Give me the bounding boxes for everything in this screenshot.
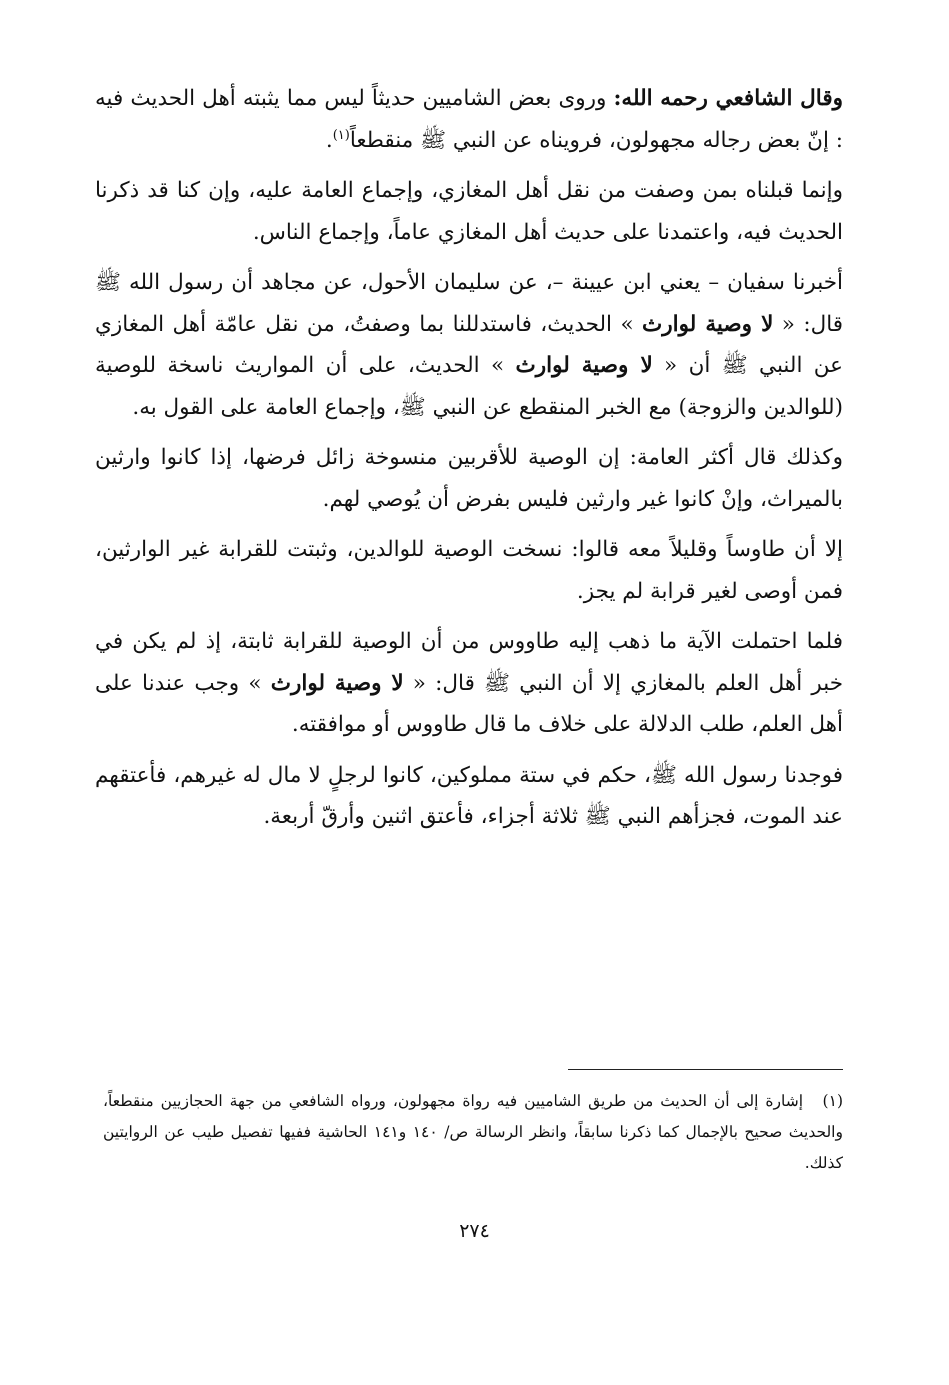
paragraph-5: إلا أن طاوساً وقليلاً معه قالوا: نسخت الوصية للوالدين، وثبتت للقرابة غير الوارثين، فمن أوصى لغير قرابة لم يجز.: [95, 537, 843, 604]
hadith-quote: لا وصية لوارث: [270, 670, 404, 696]
hadith-quote: لا وصية لوارث: [642, 311, 774, 337]
paragraph-1: [95, 78, 843, 161]
paragraph-1-tail: .: [325, 127, 333, 153]
footnote-divider: [568, 1069, 843, 1070]
footnote-marker: (١): [822, 1092, 843, 1110]
paragraph-6: [95, 621, 843, 746]
paragraph-6-part1: فلما احتملت الآية ما ذهب إليه طاووس من أن الوصية للقرابة ثابتة، إذ لم يكن في خبر أهل العلم بالمغازي إلا أن النبي ﷺ قال: «: [95, 629, 844, 696]
paragraph-2: وإنما قبلناه بمن وصفت من نقل أهل المغازي، وإجماع العامة عليه، وإن كنا قد ذكرنا الحديث فيه، واعتمدنا على حديث أهل المغازي عاماً، وإجماع الناس.: [95, 178, 843, 245]
footnote-text: إشارة إلى أن الحديث من طريق الشاميين فيه رواة مجهولون، ورواه الشافعي من جهة الحجازيين منقطعاً، والحديث صحيح بالإجمال كما ذكرنا سابقاً، وانظر الرسالة ص/ ١٤٠ و١٤١ الحاشية ففيها تفصيل طيب عن الروايتين كذلك.: [103, 1092, 843, 1172]
paragraph-3-part2: » الحديث، فاستدللنا بما وصفتُ، من نقل عامّة أهل المغازي عن النبي ﷺ أن «: [95, 311, 843, 378]
paragraph-1-text: وروى بعض الشاميين حديثاً ليس مما يثبته أهل الحديث فيه : إنّ بعض رجاله مجهولون، فرويناه عن النبي ﷺ منقطعاً: [95, 86, 843, 153]
paragraph-1-lead: وقال الشافعي رحمه الله:: [613, 86, 843, 111]
paragraph-3-part1: أخبرنا سفيان – يعني ابن عيينة –، عن سليمان الأحول، عن مجاهد أن رسول الله ﷺ قال: «: [95, 270, 844, 337]
paragraph-3-part3: » الحديث، على أن المواريث ناسخة للوصية (للوالدين والزوجة) مع الخبر المنقطع عن النبي ﷺ، وإجماع العامة على القول به.: [95, 353, 843, 420]
paragraph-3: [95, 262, 843, 428]
main-text: [95, 78, 843, 838]
paragraph-4: وكذلك قال أكثر العامة: إن الوصية للأقربين منسوخة زائل فرضها، إذا كانوا وارثين بالميراث، وإنْ كانوا غير وارثين فليس بفرض أن يُوصي لهم.: [95, 445, 843, 512]
footnote: [103, 1086, 843, 1179]
page-number: ٢٧٤: [459, 1220, 490, 1242]
paragraph-7: فوجدنا رسول الله ﷺ، حكم في ستة مملوكين، كانوا لرجلٍ لا مال له غيرهم، فأعتقهم عند الموت، فجزأهم النبي ﷺ ثلاثة أجزاء، فأعتق اثنين وأرقّ أربعة.: [95, 762, 843, 829]
paragraph-6-part2: » وجب عندنا على أهل العلم، طلب الدلالة على خلاف ما قال طاووس أو موافقته.: [95, 670, 843, 737]
footnote-reference[interactable]: (١): [332, 127, 350, 143]
hadith-quote: لا وصية لوارث: [515, 353, 653, 378]
